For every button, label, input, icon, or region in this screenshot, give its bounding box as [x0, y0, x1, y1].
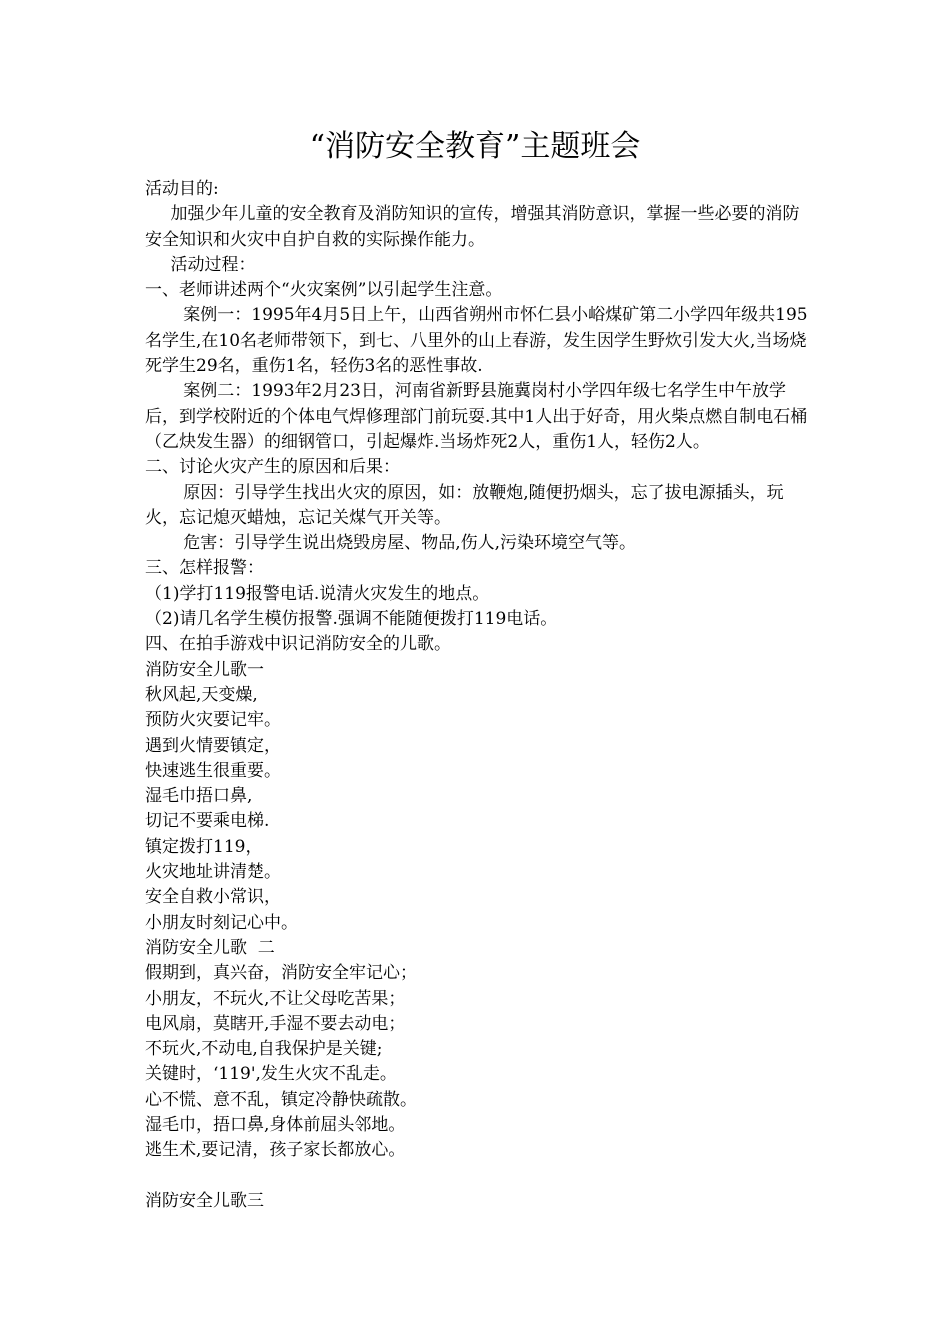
song-1-line: 预防火灾要记牢。 [145, 710, 281, 731]
purpose-heading: 活动目的: [145, 179, 219, 199]
song-1-line: 切记不要乘电梯. [145, 811, 270, 832]
song-1-title: 消防安全儿歌一 [145, 659, 264, 680]
harm-paragraph: 危害：引导学生说出烧毁房屋、物品,伤人,污染环境空气等。 [183, 533, 637, 554]
case-2-paragraph: 案例二：1993年2月23日，河南省新野县施冀岗村小学四年级七名学生中午放学后，到学校附近的个体电气焊修理部门前玩耍.其中1人出于好奇，用火柴点燃自制电石桶（乙炔发生器）的细钢管口，引起爆炸.当场炸死2人，重伤1人，轻伤2人。 [145, 381, 808, 452]
section-3-heading: 三、怎样报警： [145, 558, 264, 579]
song-2-line: 心不慌、意不乱，镇定冷静快疏散。 [145, 1089, 417, 1110]
song-1-line: 遇到火情要镇定， [145, 735, 281, 756]
song-2-line: 电风扇，莫瞎开,手湿不要去动电； [145, 1013, 406, 1034]
song-2-title: 消防安全儿歌 二 [145, 937, 275, 958]
song-1-line: 小朋友时刻记心中。 [145, 912, 298, 933]
song-1-line: 快速逃生很重要。 [145, 760, 281, 781]
document-body [145, 177, 813, 1214]
song-2-line: 关键时，‘119',发生火灾不乱走。 [145, 1064, 397, 1085]
alarm-step-1: （1)学打119报警电话.说清火灾发生的地点。 [145, 583, 490, 604]
song-1-line: 镇定拨打119， [145, 836, 263, 857]
section-1-heading: 一、老师讲述两个“火灾案例”以引起学生注意。 [145, 280, 503, 301]
process-heading: 活动过程： [170, 254, 256, 275]
song-1-line: 安全自救小常识， [145, 887, 281, 908]
song-2-line: 不玩火,不动电,自我保护是关键; [145, 1039, 383, 1060]
song-1-line: 湿毛巾捂口鼻, [145, 786, 253, 807]
alarm-step-2: （2)请几名学生模仿报警.强调不能随便拨打119电话。 [145, 609, 558, 630]
section-2-heading: 二、讨论火灾产生的原因和后果： [145, 457, 400, 478]
song-1-line: 秋风起,天变燥, [145, 684, 258, 705]
song-3-title: 消防安全儿歌三 [145, 1190, 264, 1211]
song-1-line: 火灾地址讲清楚。 [145, 862, 281, 883]
song-2-line: 逃生术,要记清，孩子家长都放心。 [145, 1140, 406, 1161]
document-title: “消防安全教育”主题班会 [309, 129, 641, 164]
song-2-line: 小朋友，不玩火,不让父母吃苦果； [145, 988, 406, 1009]
song-2-line: 假期到，真兴奋，消防安全牢记心； [145, 963, 417, 984]
purpose-text: 加强少年儿童的安全教育及消防知识的宣传，增强其消防意识，掌握一些必要的消防安全知识和火灾中自护自救的实际操作能力。 [145, 204, 800, 250]
section-4-heading: 四、在拍手游戏中识记消防安全的儿歌。 [145, 634, 451, 655]
song-2-line: 湿毛巾，捂口鼻,身体前屈头邻地。 [145, 1114, 406, 1135]
case-1-paragraph: 案例一：1995年4月5日上午，山西省朔州市怀仁县小峪煤矿第二小学四年级共195名学生,在10名老师带领下，到七、八里外的山上春游，发生因学生野炊引发大火,当场烧死学生29名，重伤1名，轻伤3名的恶性事故. [145, 305, 808, 377]
blank-line [145, 1164, 813, 1189]
cause-paragraph: 原因：引导学生找出火灾的原因，如：放鞭炮,随便扔烟头，忘了拔电源插头，玩火，忘记熄灭蜡烛，忘记关煤气开关等。 [145, 482, 784, 528]
